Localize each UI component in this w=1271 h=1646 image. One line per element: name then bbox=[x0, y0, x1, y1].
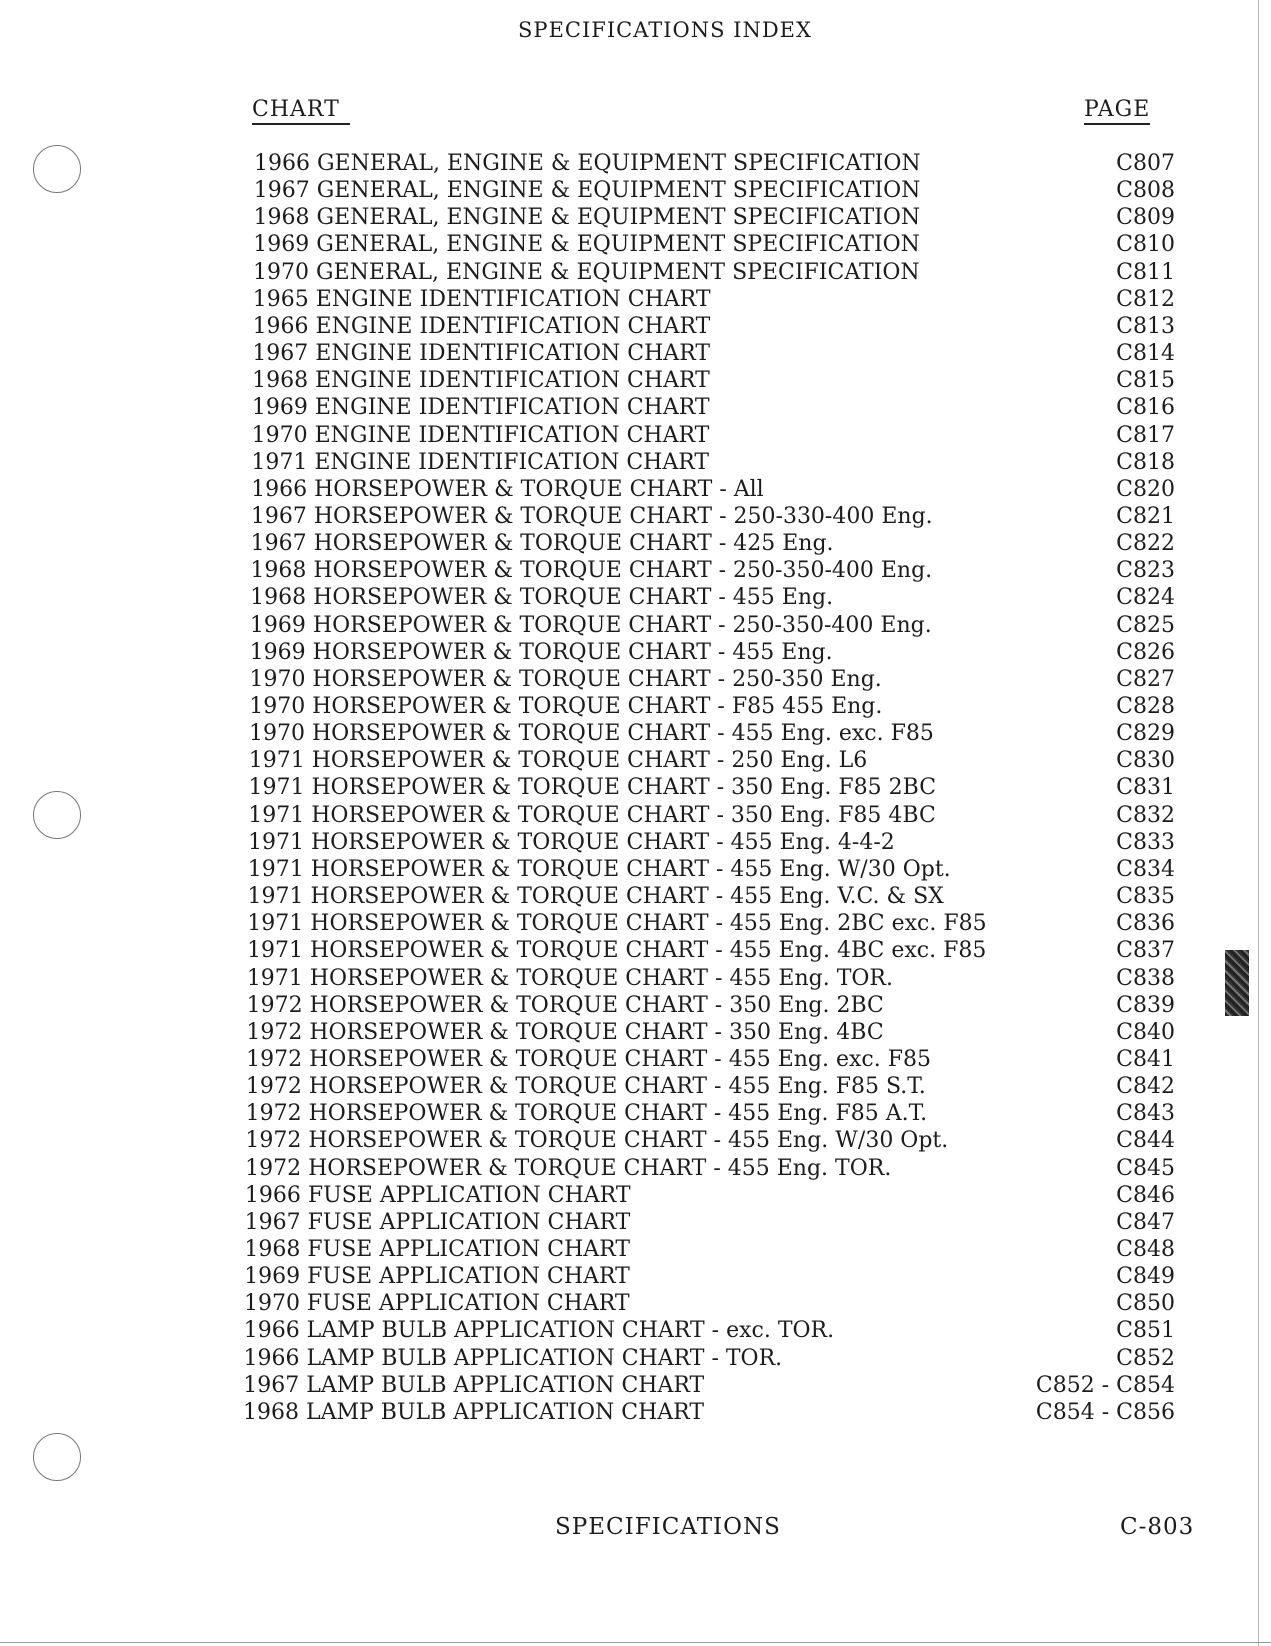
index-row bbox=[244, 1263, 1175, 1290]
index-row bbox=[248, 856, 1175, 883]
index-row-title: 1967 ENGINE IDENTIFICATION CHART bbox=[252, 341, 711, 367]
index-row bbox=[248, 883, 1175, 910]
index-row bbox=[245, 1209, 1175, 1236]
index-row-page: C831 bbox=[1116, 775, 1175, 801]
index-row-title: 1969 ENGINE IDENTIFICATION CHART bbox=[251, 395, 710, 421]
index-row bbox=[252, 394, 1175, 421]
index-row-title: 1967 HORSEPOWER & TORQUE CHART - 250-330-400 Eng. bbox=[250, 503, 933, 529]
index-row-title: 1968 GENERAL, ENGINE & EQUIPMENT SPECIFICATION bbox=[253, 205, 921, 231]
index-row bbox=[252, 340, 1175, 367]
index-row bbox=[251, 476, 1175, 503]
index-row-page: C820 bbox=[1116, 476, 1175, 502]
index-row bbox=[244, 1317, 1175, 1344]
index-row bbox=[249, 666, 1175, 693]
index-row-page: C816 bbox=[1116, 395, 1175, 421]
index-row-page: C851 bbox=[1116, 1318, 1175, 1344]
index-row-page: C823 bbox=[1116, 558, 1175, 584]
index-row-title: 1969 HORSEPOWER & TORQUE CHART - 455 Eng. bbox=[249, 639, 833, 665]
index-row-page: C812 bbox=[1116, 286, 1175, 312]
index-row bbox=[249, 747, 1175, 774]
index-row-page: C808 bbox=[1116, 178, 1175, 204]
index-row-title: 1967 FUSE APPLICATION CHART bbox=[244, 1209, 631, 1235]
index-row-title: 1971 HORSEPOWER & TORQUE CHART - 250 Eng. L6 bbox=[248, 748, 868, 774]
index-row bbox=[250, 612, 1175, 639]
index-row bbox=[244, 1290, 1175, 1317]
index-row bbox=[253, 286, 1175, 313]
index-row bbox=[245, 1155, 1175, 1182]
index-row bbox=[249, 693, 1175, 720]
index-row-page: C817 bbox=[1116, 422, 1175, 448]
index-row-page: C836 bbox=[1116, 911, 1175, 937]
index-row bbox=[247, 937, 1175, 964]
index-row-title: 1971 HORSEPOWER & TORQUE CHART - 455 Eng. 2BC exc. F85 bbox=[247, 911, 987, 937]
index-row bbox=[247, 992, 1175, 1019]
index-row bbox=[251, 449, 1175, 476]
section-tab-mark bbox=[1225, 950, 1249, 1016]
index-row-page: C843 bbox=[1116, 1101, 1175, 1127]
index-row-title: 1972 HORSEPOWER & TORQUE CHART - 455 Eng. W/30 Opt. bbox=[245, 1128, 949, 1154]
index-row-page: C818 bbox=[1116, 449, 1175, 475]
index-row-page: C809 bbox=[1116, 205, 1175, 231]
index-row-title: 1968 HORSEPOWER & TORQUE CHART - 455 Eng. bbox=[250, 585, 834, 611]
page-edge-line bbox=[1258, 0, 1259, 1646]
index-row bbox=[248, 802, 1175, 829]
index-row bbox=[244, 1236, 1175, 1263]
index-row bbox=[243, 1372, 1175, 1399]
index-row-title: 1971 HORSEPOWER & TORQUE CHART - 455 Eng. V.C. & SX bbox=[247, 884, 944, 910]
index-row bbox=[254, 177, 1175, 204]
index-row-title: 1966 LAMP BULB APPLICATION CHART - exc. TOR. bbox=[243, 1318, 835, 1344]
index-row-title: 1972 HORSEPOWER & TORQUE CHART - 455 Eng. F85 A.T. bbox=[245, 1101, 928, 1127]
index-row bbox=[243, 1399, 1175, 1426]
index-row-page: C822 bbox=[1116, 531, 1175, 557]
index-row-page: C852 bbox=[1116, 1345, 1175, 1371]
index-row bbox=[247, 910, 1175, 937]
index-row-page: C830 bbox=[1116, 748, 1175, 774]
index-row-title: 1966 LAMP BULB APPLICATION CHART - TOR. bbox=[243, 1345, 783, 1371]
index-row-page: C811 bbox=[1116, 259, 1175, 285]
index-row-page: C828 bbox=[1116, 694, 1175, 719]
index-row-page: C833 bbox=[1116, 829, 1175, 855]
index-row bbox=[252, 422, 1175, 449]
index-row-title: 1970 FUSE APPLICATION CHART bbox=[243, 1291, 630, 1317]
index-row-page: C852 - C854 bbox=[1035, 1372, 1175, 1398]
index-row-title: 1971 HORSEPOWER & TORQUE CHART - 455 Eng. 4BC exc. F85 bbox=[247, 938, 987, 964]
index-row bbox=[243, 1345, 1175, 1372]
index-row bbox=[247, 965, 1175, 992]
index-row-title: 1972 HORSEPOWER & TORQUE CHART - 455 Eng. TOR. bbox=[245, 1155, 892, 1181]
index-row-page: C824 bbox=[1116, 585, 1175, 611]
index-row bbox=[253, 231, 1175, 258]
index-row-page: C826 bbox=[1116, 639, 1175, 665]
index-row-page: C821 bbox=[1116, 503, 1175, 529]
index-row-page: C845 bbox=[1116, 1155, 1175, 1181]
index-row bbox=[250, 557, 1175, 584]
index-row-title: 1971 ENGINE IDENTIFICATION CHART bbox=[251, 449, 710, 475]
index-row bbox=[254, 204, 1175, 231]
index-row-title: 1967 HORSEPOWER & TORQUE CHART - 425 Eng. bbox=[250, 531, 834, 557]
binder-hole-middle bbox=[33, 791, 81, 839]
index-row-page: C827 bbox=[1116, 666, 1175, 692]
index-row-page: C841 bbox=[1116, 1046, 1175, 1072]
index-row-title: 1971 HORSEPOWER & TORQUE CHART - 350 Eng. F85 2BC bbox=[248, 775, 937, 801]
page-title: SPECIFICATIONS INDEX bbox=[518, 18, 812, 42]
index-row-page: C838 bbox=[1116, 965, 1175, 991]
index-row bbox=[250, 639, 1175, 666]
index-row-title: 1965 ENGINE IDENTIFICATION CHART bbox=[252, 286, 711, 312]
index-row-page: C825 bbox=[1116, 612, 1175, 638]
index-row-page: C807 bbox=[1116, 151, 1175, 176]
footer-section-label: SPECIFICATIONS bbox=[555, 1514, 781, 1540]
index-row-title: 1966 FUSE APPLICATION CHART bbox=[244, 1182, 631, 1208]
index-row-page: C854 - C856 bbox=[1035, 1399, 1175, 1425]
index-row bbox=[245, 1182, 1175, 1209]
index-row-page: C842 bbox=[1116, 1074, 1175, 1100]
index-row-page: C810 bbox=[1116, 232, 1175, 258]
binder-hole-top bbox=[33, 145, 81, 193]
index-row-page: C835 bbox=[1116, 884, 1175, 910]
index-row-page: C847 bbox=[1116, 1209, 1175, 1235]
index-row bbox=[245, 1127, 1175, 1154]
index-row-page: C834 bbox=[1116, 856, 1175, 882]
index-row-page: C837 bbox=[1116, 938, 1175, 964]
index-row-title: 1968 HORSEPOWER & TORQUE CHART - 250-350-400 Eng. bbox=[250, 558, 933, 584]
index-row-title: 1972 HORSEPOWER & TORQUE CHART - 455 Eng. F85 S.T. bbox=[245, 1074, 926, 1100]
index-row-title: 1968 LAMP BULB APPLICATION CHART bbox=[243, 1399, 704, 1425]
index-row bbox=[251, 530, 1175, 557]
index-row-title: 1970 GENERAL, ENGINE & EQUIPMENT SPECIFICATION bbox=[253, 259, 920, 285]
index-row bbox=[246, 1100, 1175, 1127]
index-row-title: 1966 ENGINE IDENTIFICATION CHART bbox=[252, 313, 711, 339]
index-row-page: C844 bbox=[1116, 1128, 1175, 1154]
index-row-page: C829 bbox=[1116, 721, 1175, 747]
index-row-title: 1969 FUSE APPLICATION CHART bbox=[244, 1264, 630, 1290]
index-row-title: 1968 FUSE APPLICATION CHART bbox=[244, 1237, 631, 1262]
index-row bbox=[251, 503, 1175, 530]
index-row-title: 1969 GENERAL, ENGINE & EQUIPMENT SPECIFICATION bbox=[253, 232, 920, 258]
index-row bbox=[248, 829, 1175, 856]
index-row-title: 1967 LAMP BULB APPLICATION CHART bbox=[243, 1372, 705, 1398]
index-row bbox=[254, 150, 1175, 177]
index-row-title: 1971 HORSEPOWER & TORQUE CHART - 455 Eng. 4-4-2 bbox=[248, 829, 895, 855]
index-row bbox=[250, 584, 1175, 611]
index-row bbox=[246, 1019, 1175, 1046]
index-row-title: 1968 ENGINE IDENTIFICATION CHART bbox=[252, 368, 710, 394]
index-row bbox=[252, 367, 1175, 394]
index-row-page: C850 bbox=[1116, 1291, 1175, 1317]
index-row-page: C813 bbox=[1116, 313, 1175, 339]
index-row-title: 1971 HORSEPOWER & TORQUE CHART - 455 Eng. TOR. bbox=[246, 965, 893, 991]
index-row-title: 1972 HORSEPOWER & TORQUE CHART - 350 Eng. 2BC bbox=[246, 992, 884, 1018]
index-row-page: C849 bbox=[1116, 1264, 1175, 1290]
footer-page-number: C-803 bbox=[1120, 1514, 1195, 1540]
index-row-title: 1970 HORSEPOWER & TORQUE CHART - 250-350 Eng. bbox=[249, 666, 882, 692]
index-row-page: C840 bbox=[1116, 1019, 1175, 1045]
index-row bbox=[246, 1073, 1175, 1100]
index-row-title: 1970 ENGINE IDENTIFICATION CHART bbox=[251, 422, 710, 448]
index-row bbox=[249, 774, 1176, 801]
index-row-page: C846 bbox=[1116, 1182, 1175, 1208]
index-row-page: C815 bbox=[1116, 368, 1175, 394]
binder-hole-bottom bbox=[33, 1433, 81, 1481]
index-row-title: 1971 HORSEPOWER & TORQUE CHART - 350 Eng. F85 4BC bbox=[248, 802, 936, 828]
column-header-chart: CHART bbox=[252, 97, 350, 125]
index-row bbox=[253, 259, 1175, 286]
index-row-title: 1966 HORSEPOWER & TORQUE CHART - All bbox=[251, 476, 764, 502]
column-header-page: PAGE bbox=[1084, 97, 1150, 125]
index-row-title: 1969 HORSEPOWER & TORQUE CHART - 250-350-400 Eng. bbox=[249, 612, 932, 638]
index-row-title: 1972 HORSEPOWER & TORQUE CHART - 350 Eng. 4BC bbox=[246, 1019, 884, 1045]
index-row-title: 1967 GENERAL, ENGINE & EQUIPMENT SPECIFICATION bbox=[253, 178, 921, 204]
page-bottom-line bbox=[0, 1642, 1271, 1643]
index-row bbox=[249, 720, 1175, 747]
index-row-page: C848 bbox=[1116, 1237, 1175, 1262]
index-row-title: 1972 HORSEPOWER & TORQUE CHART - 455 Eng. exc. F85 bbox=[246, 1046, 931, 1072]
index-row-title: 1971 HORSEPOWER & TORQUE CHART - 455 Eng. W/30 Opt. bbox=[247, 856, 951, 882]
index-row-title: 1970 HORSEPOWER & TORQUE CHART - 455 Eng. exc. F85 bbox=[248, 721, 934, 747]
index-row-title: 1966 GENERAL, ENGINE & EQUIPMENT SPECIFICATION bbox=[254, 151, 921, 176]
index-row-page: C839 bbox=[1116, 992, 1175, 1018]
index-row bbox=[253, 313, 1175, 340]
index-row bbox=[246, 1046, 1175, 1073]
index-row-title: 1970 HORSEPOWER & TORQUE CHART - F85 455 Eng. bbox=[249, 694, 883, 719]
index-row-page: C832 bbox=[1116, 802, 1175, 828]
index-row-page: C814 bbox=[1116, 341, 1175, 367]
